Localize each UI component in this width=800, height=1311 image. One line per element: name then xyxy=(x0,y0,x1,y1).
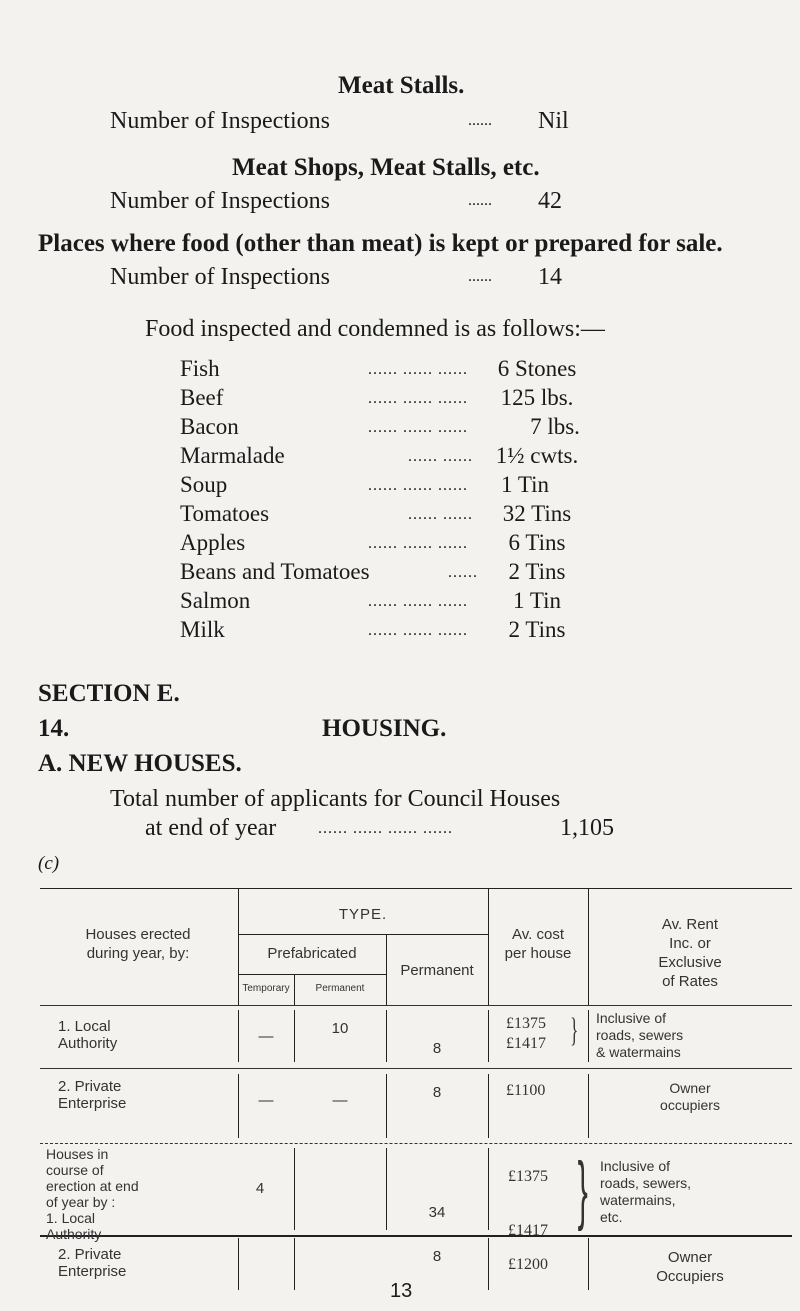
food-item-qty: 32 Tins xyxy=(502,501,572,526)
header-av-rent xyxy=(588,915,792,991)
rent-line: roads, sewers, xyxy=(600,1175,692,1191)
table-rule xyxy=(40,1068,792,1069)
table-marker: (c) xyxy=(38,853,60,874)
food-item-qty: 1 Tin xyxy=(513,588,561,613)
cost-line: £1417 xyxy=(506,1035,546,1052)
food-item-name: Bacon xyxy=(180,414,239,439)
table-rule xyxy=(294,1238,295,1290)
rent-line: Owner xyxy=(667,1249,713,1266)
row-label-line: Authority xyxy=(58,1035,118,1052)
table-rule xyxy=(294,1148,295,1230)
rent-line: roads, sewers xyxy=(596,1027,684,1043)
food-item-dots: ...... ...... ...... xyxy=(368,622,468,639)
table-rule xyxy=(488,1074,489,1138)
rent-line: Inclusive of xyxy=(596,1010,667,1026)
row-label-line: 1. Local xyxy=(58,1018,111,1035)
food-item-qty: 1 Tin xyxy=(501,472,549,497)
table-rule xyxy=(40,1005,792,1006)
table-row-label xyxy=(46,1146,139,1242)
table-rule xyxy=(40,888,792,889)
places-food-label: Number of Inspections xyxy=(110,264,330,290)
food-item-name: Apples xyxy=(180,530,246,555)
section-label: SECTION E. xyxy=(38,680,180,707)
rent-line: Occupiers xyxy=(656,1268,724,1285)
table-rule xyxy=(40,1235,792,1237)
cell-av-rent xyxy=(588,1248,792,1286)
cell-av-rent xyxy=(596,1010,683,1061)
section-number: 14. xyxy=(38,715,70,742)
rent-line: Owner xyxy=(669,1080,711,1096)
cell-av-cost xyxy=(508,1256,548,1273)
brace-icon: } xyxy=(570,1012,579,1049)
meat-stalls-label: Number of Inspections xyxy=(110,108,330,134)
table-rule xyxy=(40,1143,792,1144)
rent-line: & watermains xyxy=(596,1044,681,1060)
table-rule xyxy=(488,1010,489,1062)
new-houses-heading: A. NEW HOUSES. xyxy=(38,750,242,777)
header-prefab-permanent: Permanent xyxy=(315,983,365,994)
applicants-line1: Total number of applicants for Council Houses xyxy=(110,786,561,812)
table-row-label xyxy=(58,1246,126,1280)
food-item-qty: 1½ cwts. xyxy=(495,443,579,468)
row-label-line: of year by : xyxy=(46,1194,116,1210)
header-temporary: Temporary xyxy=(242,983,290,994)
header-av-cost-line: Av. cost xyxy=(512,926,564,943)
cell-permanent: 8 xyxy=(432,1040,442,1057)
applicants-dots: ...... ...... ...... ...... xyxy=(318,820,453,837)
food-condemned-intro: Food inspected and condemned is as follows:— xyxy=(145,316,605,342)
table-rule xyxy=(238,974,386,975)
meat-shops-heading: Meat Shops, Meat Stalls, etc. xyxy=(232,154,540,181)
cell-av-cost xyxy=(506,1014,546,1054)
cell-prefab-permanent: 4 xyxy=(255,1180,265,1197)
table-rule xyxy=(238,1238,239,1290)
food-item-name: Marmalade xyxy=(180,443,285,468)
food-item-name: Fish xyxy=(180,356,220,381)
rent-line: etc. xyxy=(600,1209,623,1225)
table-rule xyxy=(488,1148,489,1230)
section-title: HOUSING. xyxy=(322,715,447,742)
header-av-cost xyxy=(488,925,588,963)
cell-permanent: 8 xyxy=(432,1248,442,1265)
table-rule xyxy=(588,1010,589,1062)
food-item-dots: ...... ...... ...... xyxy=(368,361,468,378)
food-item-name: Salmon xyxy=(180,588,251,613)
food-item-qty: 7 lbs. xyxy=(530,414,580,439)
meat-stalls-heading: Meat Stalls. xyxy=(338,72,465,99)
header-permanent: Permanent xyxy=(400,962,474,979)
header-av-cost-line: per house xyxy=(504,945,572,962)
food-item-name: Beans and Tomatoes xyxy=(180,559,370,584)
cost-line: £1375 xyxy=(506,1015,546,1032)
row-label-line: course of xyxy=(46,1162,104,1178)
cell-permanent: 34 xyxy=(428,1204,446,1221)
row-label-line: 2. Private xyxy=(58,1246,122,1263)
row-label-line: Enterprise xyxy=(58,1095,127,1112)
food-item-dots: ...... ...... ...... xyxy=(368,419,468,436)
table-rule xyxy=(488,1238,489,1290)
food-item-dots: ...... xyxy=(448,564,478,581)
food-item-qty: 6 Tins xyxy=(508,530,566,555)
food-item-dots: ...... ...... ...... xyxy=(368,593,468,610)
food-item-qty: 125 lbs. xyxy=(500,385,574,410)
food-item-dots: ...... ...... xyxy=(408,506,473,523)
header-av-rent-line: of Rates xyxy=(662,973,718,990)
table-row-label xyxy=(58,1078,126,1112)
header-type: TYPE. xyxy=(338,906,388,923)
cell-temporary: — xyxy=(258,1092,274,1109)
rent-line: occupiers xyxy=(660,1097,720,1113)
brace-icon: } xyxy=(577,1147,588,1232)
row-label-line: Enterprise xyxy=(58,1263,127,1280)
header-houses-erected xyxy=(40,925,236,963)
header-prefabricated: Prefabricated xyxy=(267,945,357,962)
meat-stalls-value: Nil xyxy=(538,108,569,134)
food-item-dots: ...... ...... xyxy=(408,448,473,465)
meat-shops-value: 42 xyxy=(538,188,562,214)
table-rule xyxy=(238,934,488,935)
rent-line: watermains, xyxy=(600,1192,676,1208)
food-item-name: Soup xyxy=(180,472,228,497)
header-av-rent-line: Av. Rent xyxy=(661,916,719,933)
applicants-value: 1,105 xyxy=(560,815,614,841)
cell-av-cost xyxy=(508,1150,548,1258)
meat-shops-dots: ...... xyxy=(468,192,492,209)
row-label-line: 1. Local xyxy=(46,1210,96,1226)
cost-line: £1100 xyxy=(506,1082,546,1099)
header-houses-line: Houses erected xyxy=(85,926,191,943)
cell-temporary: — xyxy=(258,1028,274,1045)
cost-line: £1375 xyxy=(508,1168,548,1185)
places-food-heading: Places where food (other than meat) is kept or prepared for sale. xyxy=(38,230,723,257)
food-item-dots: ...... ...... ...... xyxy=(368,535,468,552)
food-item-name: Beef xyxy=(180,385,224,410)
food-item-qty: 2 Tins xyxy=(508,617,566,642)
places-food-value: 14 xyxy=(538,264,562,290)
row-label-line: Authority xyxy=(46,1226,102,1242)
food-item-qty: 2 Tins xyxy=(508,559,566,584)
cell-av-rent xyxy=(600,1158,691,1226)
food-item-dots: ...... ...... ...... xyxy=(368,390,468,407)
food-item-name: Tomatoes xyxy=(180,501,270,526)
meat-stalls-dots: ...... xyxy=(468,112,492,129)
cell-av-rent xyxy=(588,1080,792,1114)
row-label-line: 2. Private xyxy=(58,1078,122,1095)
meat-shops-label: Number of Inspections xyxy=(110,188,330,214)
cost-line: £1200 xyxy=(508,1256,548,1273)
cell-prefab-permanent: 10 xyxy=(331,1020,349,1037)
table-row-label xyxy=(58,1018,117,1052)
rent-line: Inclusive of xyxy=(600,1158,671,1174)
header-av-rent-line: Exclusive xyxy=(658,954,722,971)
places-food-dots: ...... xyxy=(468,268,492,285)
cell-permanent: 8 xyxy=(432,1084,442,1101)
row-label-line: erection at end xyxy=(46,1178,139,1194)
cost-line: £1417 xyxy=(508,1222,548,1239)
page-number: 13 xyxy=(390,1280,413,1302)
row-label-line: Houses in xyxy=(46,1146,109,1162)
header-houses-line: during year, by: xyxy=(86,945,190,962)
food-item-dots: ...... ...... ...... xyxy=(368,477,468,494)
header-av-rent-line: Inc. or xyxy=(669,935,711,952)
food-item-name: Milk xyxy=(180,617,225,642)
applicants-line2: at end of year xyxy=(145,815,277,841)
food-item-qty: 6 Stones xyxy=(497,356,577,381)
cell-prefab-permanent: — xyxy=(332,1092,348,1109)
cell-av-cost xyxy=(506,1082,545,1099)
